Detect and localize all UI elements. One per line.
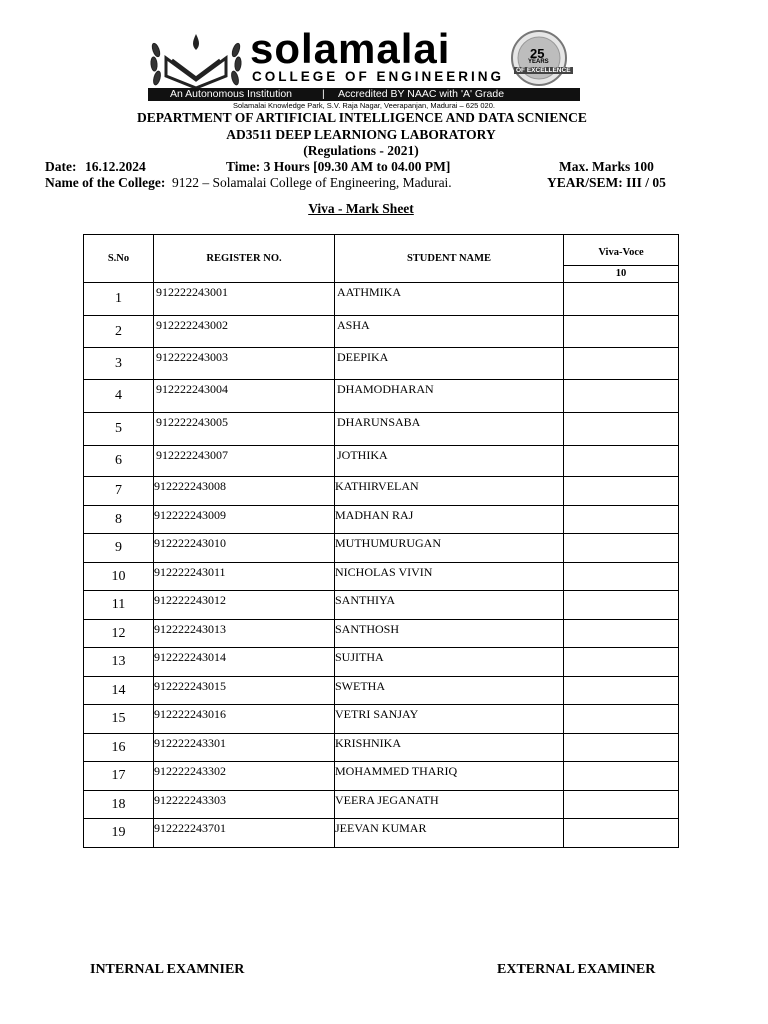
row-sno: 3	[84, 348, 154, 380]
row-register-no: 912222243004	[154, 380, 335, 413]
row-register-no: 912222243015	[154, 677, 335, 705]
row-student-name: JOTHIKA	[335, 446, 564, 477]
row-register-no: 912222243007	[154, 446, 335, 477]
viva-voce-max: 10	[615, 268, 627, 279]
row-register-no: 912222243010	[154, 534, 335, 563]
row-register-no: 912222243302	[154, 762, 335, 791]
header-student-name: STUDENT NAME	[335, 235, 564, 283]
lab-title: AD3511 DEEP LEARNIONG LABORATORY	[226, 127, 496, 142]
year-sem: YEAR/SEM: III / 05	[547, 175, 666, 190]
row-student-name: DHAMODHARAN	[335, 380, 564, 413]
college-value: 9122 – Solamalai College of Engineering, Madurai.	[172, 175, 452, 190]
brand-subtitle: COLLEGE OF ENGINEERING	[252, 69, 505, 84]
college-address: Solamalai Knowledge Park, S.V. Raja Nagar, Veerapanjan, Madurai – 625 020.	[233, 101, 495, 110]
row-student-name: JEEVAN KUMAR	[335, 819, 564, 848]
row-register-no: 912222243008	[154, 477, 335, 506]
row-sno: 1	[84, 283, 154, 316]
row-register-no: 912222243701	[154, 819, 335, 848]
row-student-name: DEEPIKA	[335, 348, 564, 380]
row-sno: 19	[84, 819, 154, 848]
row-register-no: 912222243013	[154, 620, 335, 648]
row-sno: 6	[84, 446, 154, 477]
row-sno: 4	[84, 380, 154, 413]
college-label: Name of the College:	[45, 175, 166, 190]
row-viva-mark[interactable]	[564, 734, 679, 762]
row-register-no: 912222243012	[154, 591, 335, 620]
row-register-no: 912222243001	[154, 283, 335, 316]
row-viva-mark[interactable]	[564, 648, 679, 677]
row-sno: 17	[84, 762, 154, 791]
table-row	[84, 762, 679, 791]
table-row	[84, 648, 679, 677]
row-student-name: SWETHA	[335, 677, 564, 705]
row-sno: 7	[84, 477, 154, 506]
tagline-divider: |	[322, 88, 325, 100]
row-sno: 12	[84, 620, 154, 648]
row-student-name: SANTHIYA	[335, 591, 564, 620]
row-sno: 18	[84, 791, 154, 819]
row-student-name: VETRI SANJAY	[335, 705, 564, 734]
row-register-no: 912222243005	[154, 413, 335, 446]
external-examiner-signature: EXTERNAL EXAMINER	[497, 962, 656, 977]
badge-years: YEARS	[528, 59, 549, 65]
tagline-autonomous: An Autonomous Institution	[170, 88, 292, 100]
row-sno: 10	[84, 563, 154, 591]
row-viva-mark[interactable]	[564, 446, 679, 477]
badge-number: 25	[530, 46, 545, 61]
row-sno: 15	[84, 705, 154, 734]
exam-time: Time: 3 Hours [09.30 AM to 04.00 PM]	[226, 159, 451, 174]
table-row	[84, 380, 679, 413]
internal-examiner-signature: INTERNAL EXAMNIER	[90, 962, 245, 977]
table-row	[84, 413, 679, 446]
row-viva-mark[interactable]	[564, 534, 679, 563]
sheet-title	[0, 201, 722, 217]
row-sno: 13	[84, 648, 154, 677]
row-student-name: SANTHOSH	[335, 620, 564, 648]
row-sno: 14	[84, 677, 154, 705]
row-register-no: 912222243016	[154, 705, 335, 734]
header-viva-voce	[564, 235, 679, 283]
table-row	[84, 446, 679, 477]
row-register-no: 912222243011	[154, 563, 335, 591]
table-row	[84, 348, 679, 380]
row-student-name: MUTHUMURUGAN	[335, 534, 564, 563]
row-viva-mark[interactable]	[564, 762, 679, 791]
viva-voce-label: Viva-Voce	[564, 235, 678, 266]
row-viva-mark[interactable]	[564, 380, 679, 413]
row-student-name: KRISHNIKA	[335, 734, 564, 762]
table-row	[84, 563, 679, 591]
date-value: 16.12.2024	[85, 159, 146, 174]
viva-mark-table	[83, 234, 679, 848]
header-sno: S.No	[84, 235, 154, 283]
table-row	[84, 819, 679, 848]
table-row	[84, 534, 679, 563]
table-row	[84, 705, 679, 734]
row-viva-mark[interactable]	[564, 477, 679, 506]
table-row	[84, 477, 679, 506]
row-viva-mark[interactable]	[564, 791, 679, 819]
row-sno: 2	[84, 316, 154, 348]
row-viva-mark[interactable]	[564, 316, 679, 348]
row-viva-mark[interactable]	[564, 283, 679, 316]
row-student-name: ASHA	[335, 316, 564, 348]
row-viva-mark[interactable]	[564, 620, 679, 648]
row-viva-mark[interactable]	[564, 563, 679, 591]
row-viva-mark[interactable]	[564, 591, 679, 620]
row-register-no: 912222243003	[154, 348, 335, 380]
row-student-name: KATHIRVELAN	[335, 477, 564, 506]
row-register-no: 912222243014	[154, 648, 335, 677]
table-row	[84, 620, 679, 648]
row-sno: 9	[84, 534, 154, 563]
tagline-accredited: Accredited BY NAAC with 'A' Grade	[338, 88, 505, 100]
tagline-bar	[148, 88, 580, 101]
table-row	[84, 316, 679, 348]
brand-name: solamalai	[250, 25, 451, 72]
row-student-name: VEERA JEGANATH	[335, 791, 564, 819]
table-row	[84, 677, 679, 705]
date-label: Date:	[45, 159, 77, 174]
row-viva-mark[interactable]	[564, 677, 679, 705]
row-sno: 11	[84, 591, 154, 620]
row-register-no: 912222243009	[154, 506, 335, 534]
row-sno: 5	[84, 413, 154, 446]
row-viva-mark[interactable]	[564, 348, 679, 380]
row-student-name: MADHAN RAJ	[335, 506, 564, 534]
table-row	[84, 734, 679, 762]
row-sno: 8	[84, 506, 154, 534]
table-row	[84, 791, 679, 819]
row-viva-mark[interactable]	[564, 705, 679, 734]
row-register-no: 912222243002	[154, 316, 335, 348]
row-sno: 16	[84, 734, 154, 762]
row-student-name: SUJITHA	[335, 648, 564, 677]
row-register-no: 912222243301	[154, 734, 335, 762]
row-student-name: AATHMIKA	[335, 283, 564, 316]
department-title: DEPARTMENT OF ARTIFICIAL INTELLIGENCE AND DATA SCNIENCE	[137, 110, 587, 125]
row-viva-mark[interactable]	[564, 413, 679, 446]
table-row	[84, 506, 679, 534]
row-register-no: 912222243303	[154, 791, 335, 819]
row-viva-mark[interactable]	[564, 506, 679, 534]
row-student-name: NICHOLAS VIVIN	[335, 563, 564, 591]
table-header-row	[84, 235, 679, 283]
regulations: (Regulations - 2021)	[303, 143, 419, 158]
table-row	[84, 283, 679, 316]
row-viva-mark[interactable]	[564, 819, 679, 848]
row-student-name: MOHAMMED THARIQ	[335, 762, 564, 791]
row-student-name: DHARUNSABA	[335, 413, 564, 446]
table-row	[84, 591, 679, 620]
header-register: REGISTER NO.	[154, 235, 335, 283]
badge-excellence: OF EXCELLENCE	[516, 67, 571, 74]
max-marks: Max. Marks 100	[559, 159, 654, 174]
sheet-title-text: Viva - Mark Sheet	[308, 201, 414, 216]
